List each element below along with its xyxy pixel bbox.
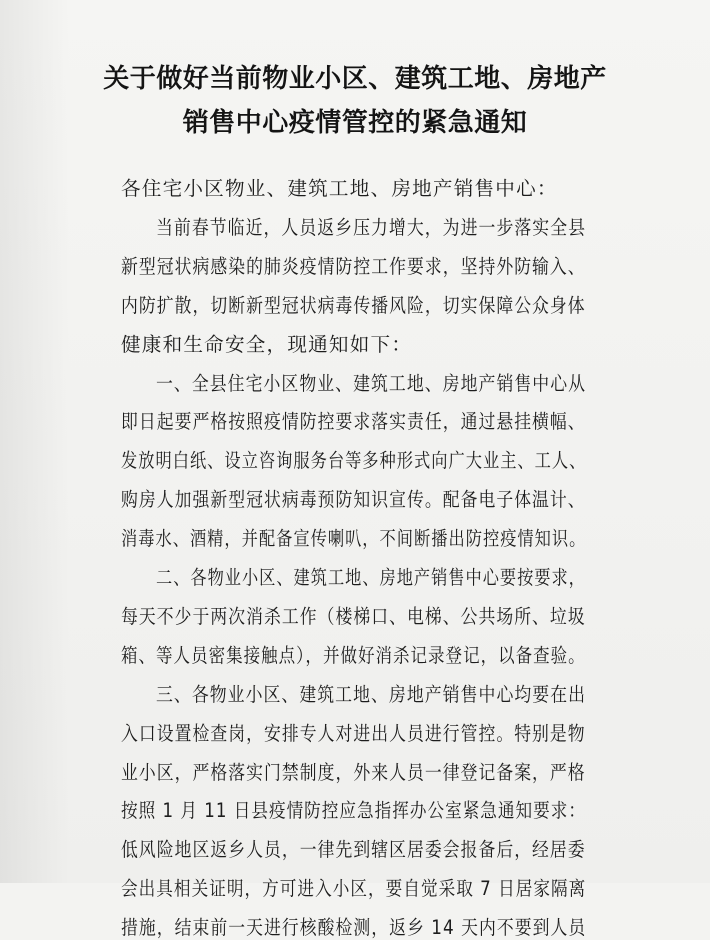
body-line: 按照 1 月 11 日县疫情防控应急指挥办公室紧急通知要求： — [121, 799, 586, 823]
body-line: 二、各物业小区、建筑工地、房地产销售中心要按要求， — [156, 566, 586, 589]
salutation: 各住宅小区物业、建筑工地、房地产销售中心： — [121, 177, 558, 200]
body-line: 业小区，严格落实门禁制度，外来人员一律登记备案，严格 — [121, 760, 586, 784]
body-line: 措施，结束前一天进行核酸检测，返乡 14 天内不要到人员 — [121, 916, 587, 940]
body-line: 即日起要严格按照疫情防控要求落实责任，通过悬挂横幅、 — [121, 410, 586, 434]
body-line: 发放明白纸、设立咨询服务台等多种形式向广大业主、工人、 — [121, 449, 587, 473]
body-line: 新型冠状病感染的肺炎疫情防控工作要求，坚持外防输入、 — [121, 254, 586, 278]
body-line: 入口设置检查岗，安排专人对进出人员进行管控。特别是物 — [121, 721, 586, 745]
body-line: 低风险地区返乡人员，一律先到辖区居委会报备后，经居委 — [121, 838, 586, 862]
body-line: 会出具相关证明，方可进入小区，要自觉采取 7 日居家隔离 — [121, 877, 587, 901]
notice-title-line-1: 关于做好当前物业小区、建筑工地、房地产 — [103, 64, 607, 94]
body-line: 内防扩散，切断新型冠状病毒传播风险，切实保障公众身体 — [121, 293, 586, 317]
body-line: 箱、等人员密集接触点），并做好消杀记录登记，以备查验。 — [121, 643, 586, 667]
body-line: 一、全县住宅小区物业、建筑工地、房地产销售中心从 — [156, 371, 587, 395]
notice-title-line-2: 销售中心疫情管控的紧急通知 — [182, 108, 528, 138]
body-line: 三、各物业小区、建筑工地、房地产销售中心均要在出 — [156, 682, 587, 706]
body-line: 当前春节临近，人员返乡压力增大，为进一步落实全县 — [156, 215, 587, 239]
body-line: 消毒水、酒精，并配备宣传喇叭，不间断播出防控疫情知识。 — [121, 527, 587, 551]
body-line: 健康和生命安全，现通知如下： — [121, 332, 413, 356]
body-line: 每天不少于两次消杀工作（楼梯口、电梯、公共场所、垃圾 — [121, 604, 586, 628]
body-line: 购房人加强新型冠状病毒预防知识宣传。配备电子体温计、 — [121, 488, 586, 512]
